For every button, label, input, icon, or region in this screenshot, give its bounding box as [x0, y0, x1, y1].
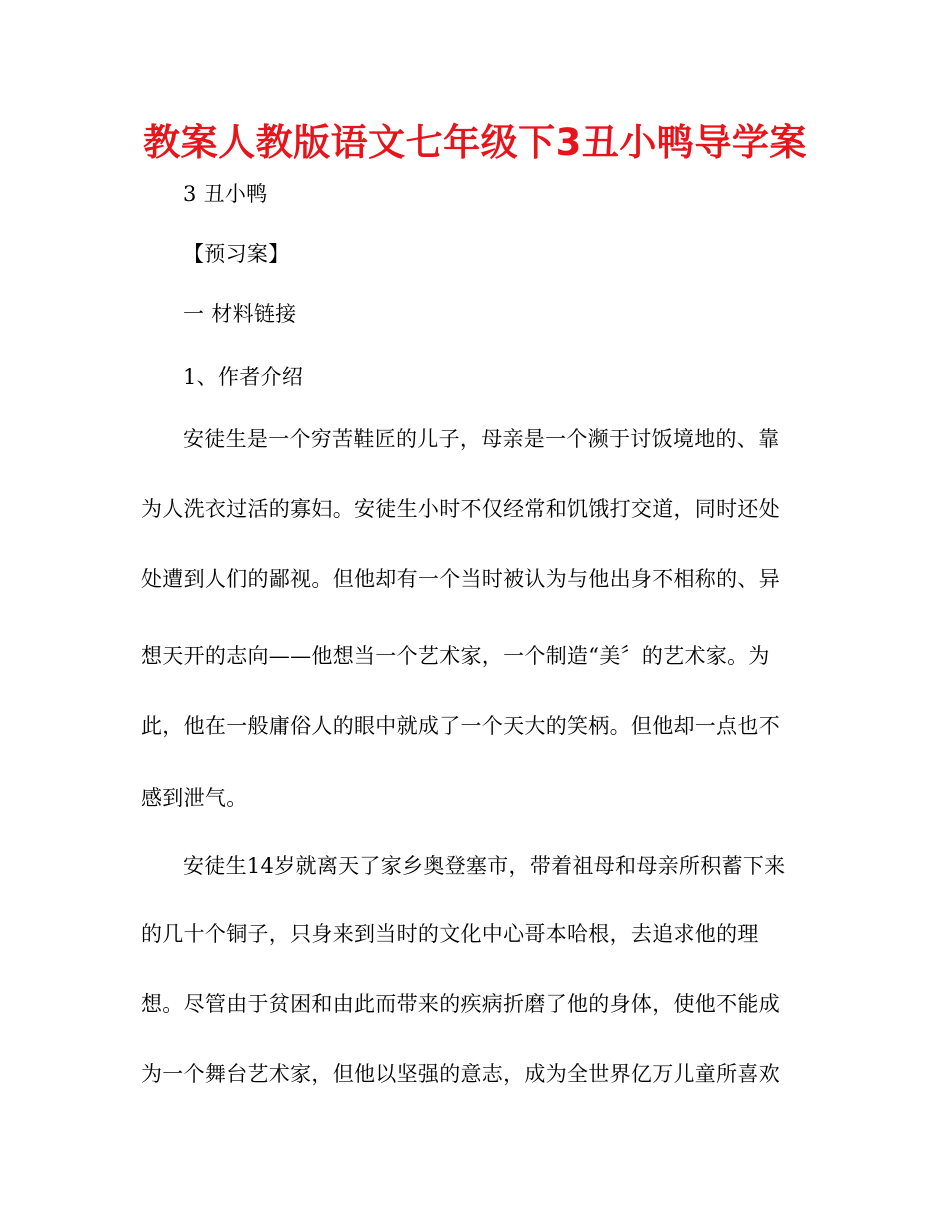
paragraph-line: 想。尽管由于贫困和由此而带来的疾病折磨了他的身体，使他不能成 — [141, 992, 780, 1016]
paragraph-line: 为人洗衣过活的寡妇。安徒生小时不仅经常和饥饿打交道，同时还处 — [141, 497, 780, 521]
subsection-heading: 一 材料链接 — [183, 302, 297, 326]
item-heading: 1、作者介绍 — [183, 365, 304, 389]
paragraph-line: 此，他在一般庸俗人的眼中就成了一个天大的笑柄。但他却一点也不 — [141, 714, 780, 738]
paragraph-line: 想天开的志向——他想当一个艺术家，一个制造“美〞的艺术家。为 — [141, 644, 770, 668]
section-label: 【预习案】 — [183, 242, 290, 266]
paragraph-line: 的几十个铜子，只身来到当时的文化中心哥本哈根，去追求他的理 — [141, 922, 759, 946]
paragraph-line: 安徒生是一个穷苦鞋匠的儿子，母亲是一个濒于讨饭境地的、靠 — [183, 427, 780, 451]
paragraph-line: 感到泄气。 — [141, 786, 248, 810]
paragraph-line: 处遭到人们的鄙视。但他却有一个当时被认为与他出身不相称的、异 — [141, 567, 780, 591]
section-heading: 3 丑小鸭 — [183, 182, 268, 206]
paragraph-line: 安徒生14岁就离天了家乡奥登塞市，带着祖母和母亲所积蓄下来 — [183, 854, 786, 878]
paragraph-line: 为一个舞台艺术家，但他以坚强的意志，成为全世界亿万儿童所喜欢 — [141, 1062, 780, 1086]
document-title: 教案人教版语文七年级下3丑小鸭导学案 — [143, 121, 807, 164]
